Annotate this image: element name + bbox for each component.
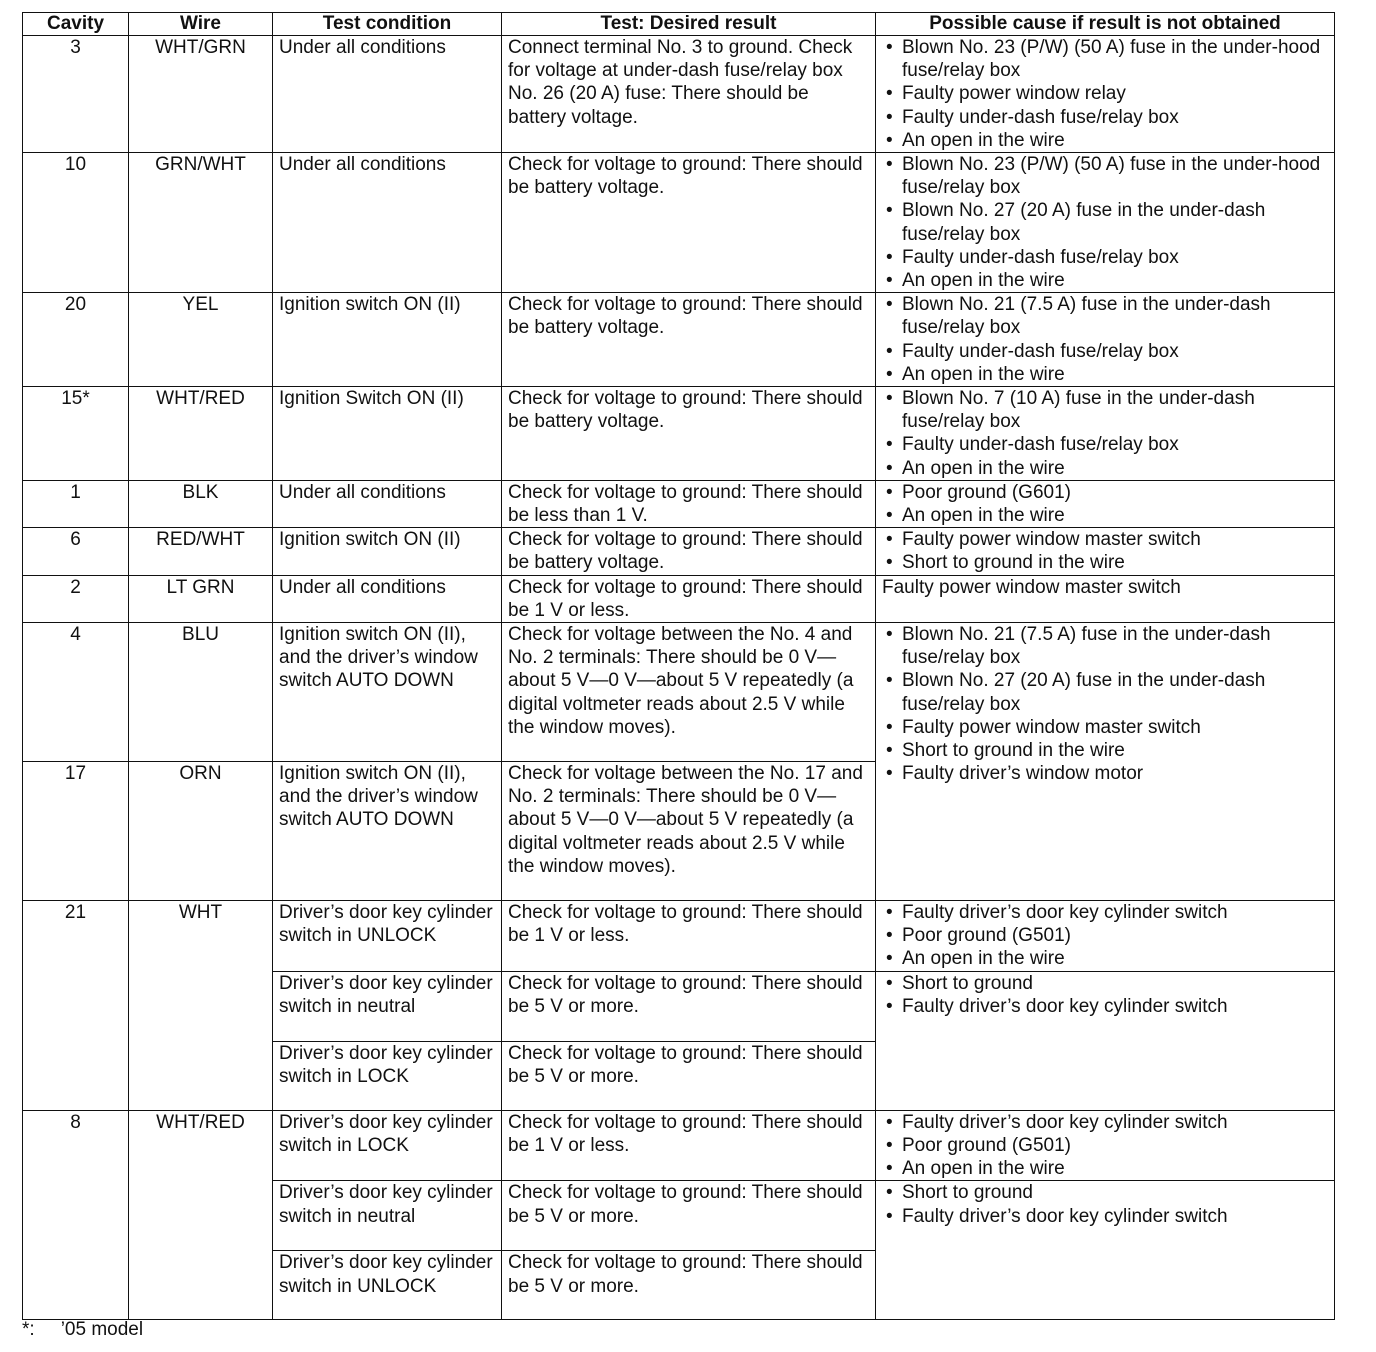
cause-list — [882, 293, 1328, 386]
cell-wire: RED/WHT — [129, 528, 273, 575]
table-row — [23, 387, 1335, 481]
cell-desired-result: Check for voltage to ground: There should be 5 V or more. — [502, 1041, 876, 1110]
table-row — [23, 1110, 1335, 1181]
cause-item: • An open in the wire — [882, 363, 1328, 386]
cause-item: • Faulty driver’s door key cylinder switch — [882, 1111, 1328, 1134]
cause-item: • Faulty under-dash fuse/relay box — [882, 433, 1328, 456]
cell-test-condition: Under all conditions — [273, 36, 502, 153]
cause-list — [882, 1111, 1328, 1181]
cause-item: • Faulty under-dash fuse/relay box — [882, 246, 1328, 269]
cause-item: • Faulty driver’s window motor — [882, 762, 1328, 785]
cause-item: • Blown No. 27 (20 A) fuse in the under-dash fuse/relay box — [882, 669, 1328, 715]
cell-desired-result: Check for voltage to ground: There should be 5 V or more. — [502, 971, 876, 1041]
cell-cavity: 15* — [23, 387, 129, 481]
footnote-marker: *: — [22, 1319, 35, 1340]
cause-list — [882, 972, 1328, 1018]
cell-cavity: 17 — [23, 762, 129, 901]
cell-wire: BLU — [129, 623, 273, 762]
cell-possible-cause — [876, 387, 1335, 481]
cell-desired-result: Check for voltage to ground: There should be less than 1 V. — [502, 480, 876, 527]
cause-item: • Faulty driver’s door key cylinder switch — [882, 901, 1328, 924]
cell-desired-result: Check for voltage to ground: There should be 1 V or less. — [502, 575, 876, 622]
cause-item: • Blown No. 21 (7.5 A) fuse in the under-dash fuse/relay box — [882, 293, 1328, 339]
table-row — [23, 901, 1335, 972]
header-desired-result: Test: Desired result — [502, 13, 876, 36]
cause-item: • An open in the wire — [882, 269, 1328, 292]
cell-desired-result: Check for voltage to ground: There should be battery voltage. — [502, 293, 876, 387]
header-row — [23, 13, 1335, 36]
cause-item: • Faulty under-dash fuse/relay box — [882, 340, 1328, 363]
cell-desired-result: Check for voltage between the No. 17 and No. 2 terminals: There should be 0 V—about 5 V—0 V—about 5 V repeatedly (a digital voltmeter reads about 2.5 V while the window moves). — [502, 762, 876, 901]
cell-possible-cause — [876, 36, 1335, 153]
cell-cavity: 2 — [23, 575, 129, 622]
cell-test-condition: Ignition switch ON (II), and the driver’s window switch AUTO DOWN — [273, 762, 502, 901]
cell-possible-cause — [876, 293, 1335, 387]
cell-wire: WHT/RED — [129, 1110, 273, 1320]
cause-item: • Blown No. 23 (P/W) (50 A) fuse in the under-hood fuse/relay box — [882, 36, 1328, 82]
header-possible-cause: Possible cause if result is not obtained — [876, 13, 1335, 36]
cell-cavity: 21 — [23, 901, 129, 1111]
cell-cavity: 8 — [23, 1110, 129, 1320]
cell-wire: GRN/WHT — [129, 153, 273, 293]
cause-item: • Blown No. 7 (10 A) fuse in the under-dash fuse/relay box — [882, 387, 1328, 433]
cause-item: • An open in the wire — [882, 457, 1328, 480]
cause-item: • Blown No. 23 (P/W) (50 A) fuse in the under-hood fuse/relay box — [882, 153, 1328, 199]
cell-wire: WHT — [129, 901, 273, 1111]
cell-cavity: 6 — [23, 528, 129, 575]
cause-item: • An open in the wire — [882, 1157, 1328, 1180]
cell-desired-result: Check for voltage to ground: There should be 5 V or more. — [502, 1181, 876, 1251]
table-row — [23, 528, 1335, 575]
cell-possible-cause — [876, 901, 1335, 972]
cause-list — [882, 36, 1328, 152]
cell-test-condition: Driver’s door key cylinder switch in neutral — [273, 1181, 502, 1251]
diagnostic-table — [22, 12, 1335, 1320]
table-row — [23, 623, 1335, 762]
cell-desired-result: Check for voltage to ground: There should be 5 V or more. — [502, 1251, 876, 1320]
cause-item: • Short to ground — [882, 1181, 1328, 1204]
cell-possible-cause — [876, 1110, 1335, 1181]
footnote-text: ’05 model — [60, 1319, 144, 1340]
cell-wire: YEL — [129, 293, 273, 387]
cause-item: • An open in the wire — [882, 947, 1328, 970]
header-wire: Wire — [129, 13, 273, 36]
cell-cavity: 10 — [23, 153, 129, 293]
table-row — [23, 153, 1335, 293]
cell-desired-result: Connect terminal No. 3 to ground. Check for voltage at under-dash fuse/relay box No. 26 (20 A) fuse: There should be battery voltage. — [502, 36, 876, 153]
table-row — [23, 36, 1335, 153]
cause-item: • Faulty driver’s door key cylinder switch — [882, 1205, 1328, 1228]
cause-item: • Faulty power window relay — [882, 82, 1328, 105]
cell-wire: WHT/GRN — [129, 36, 273, 153]
cell-possible-cause — [876, 528, 1335, 575]
cause-item: • An open in the wire — [882, 129, 1328, 152]
cell-test-condition: Ignition switch ON (II), and the driver’s window switch AUTO DOWN — [273, 623, 502, 762]
cell-test-condition: Driver’s door key cylinder switch in LOCK — [273, 1041, 502, 1110]
cell-test-condition: Ignition switch ON (II) — [273, 528, 502, 575]
cause-item: • Poor ground (G501) — [882, 1134, 1328, 1157]
cause-item: • An open in the wire — [882, 504, 1328, 527]
cause-list — [882, 481, 1328, 527]
cell-test-condition: Ignition switch ON (II) — [273, 293, 502, 387]
cell-desired-result: Check for voltage to ground: There should be 1 V or less. — [502, 1110, 876, 1181]
cell-desired-result: Check for voltage to ground: There should be battery voltage. — [502, 528, 876, 575]
cause-item: • Faulty under-dash fuse/relay box — [882, 106, 1328, 129]
cell-test-condition: Under all conditions — [273, 480, 502, 527]
cause-item: • Faulty driver’s door key cylinder switch — [882, 995, 1328, 1018]
cause-item: • Faulty power window master switch — [882, 528, 1328, 551]
cause-list — [882, 528, 1328, 574]
cell-test-condition: Driver’s door key cylinder switch in UNLOCK — [273, 1251, 502, 1320]
cell-cavity: 20 — [23, 293, 129, 387]
cell-possible-cause — [876, 971, 1335, 1110]
cell-wire: BLK — [129, 480, 273, 527]
cause-list — [882, 623, 1328, 785]
cause-item: • Blown No. 27 (20 A) fuse in the under-dash fuse/relay box — [882, 199, 1328, 245]
cell-wire: ORN — [129, 762, 273, 901]
cell-possible-cause — [876, 1181, 1335, 1320]
cell-cavity: 3 — [23, 36, 129, 153]
cell-test-condition: Ignition Switch ON (II) — [273, 387, 502, 481]
cause-list — [882, 901, 1328, 971]
cause-list — [882, 1181, 1328, 1227]
cause-item: • Faulty power window master switch — [882, 716, 1328, 739]
cell-desired-result: Check for voltage to ground: There should be 1 V or less. — [502, 901, 876, 972]
footnote — [22, 1318, 143, 1341]
cell-test-condition: Driver’s door key cylinder switch in LOCK — [273, 1110, 502, 1181]
cell-possible-cause — [876, 480, 1335, 527]
cell-test-condition: Driver’s door key cylinder switch in UNLOCK — [273, 901, 502, 972]
table-row — [23, 575, 1335, 622]
cell-wire: LT GRN — [129, 575, 273, 622]
cause-item: • Short to ground — [882, 972, 1328, 995]
table-row — [23, 293, 1335, 387]
cell-possible-cause — [876, 575, 1335, 622]
cause-text: Faulty power window master switch — [882, 576, 1181, 598]
table-row — [23, 480, 1335, 527]
cell-cavity: 1 — [23, 480, 129, 527]
header-cavity: Cavity — [23, 13, 129, 36]
cell-test-condition: Under all conditions — [273, 575, 502, 622]
cell-cavity: 4 — [23, 623, 129, 762]
cell-desired-result: Check for voltage between the No. 4 and No. 2 terminals: There should be 0 V—about 5 V—0 V—about 5 V repeatedly (a digital voltmeter reads about 2.5 V while the window moves). — [502, 623, 876, 762]
cause-list — [882, 387, 1328, 480]
cause-item: • Poor ground (G601) — [882, 481, 1328, 504]
cell-test-condition: Driver’s door key cylinder switch in neutral — [273, 971, 502, 1041]
cause-item: • Blown No. 21 (7.5 A) fuse in the under-dash fuse/relay box — [882, 623, 1328, 669]
cell-possible-cause — [876, 153, 1335, 293]
cell-wire: WHT/RED — [129, 387, 273, 481]
cause-item: • Short to ground in the wire — [882, 551, 1328, 574]
cause-item: • Short to ground in the wire — [882, 739, 1328, 762]
cell-possible-cause — [876, 623, 1335, 901]
cell-desired-result: Check for voltage to ground: There should be battery voltage. — [502, 153, 876, 293]
cause-item: • Poor ground (G501) — [882, 924, 1328, 947]
header-test-condition: Test condition — [273, 13, 502, 36]
table-body — [23, 36, 1335, 1320]
cell-desired-result: Check for voltage to ground: There should be battery voltage. — [502, 387, 876, 481]
cause-list — [882, 153, 1328, 292]
cell-test-condition: Under all conditions — [273, 153, 502, 293]
